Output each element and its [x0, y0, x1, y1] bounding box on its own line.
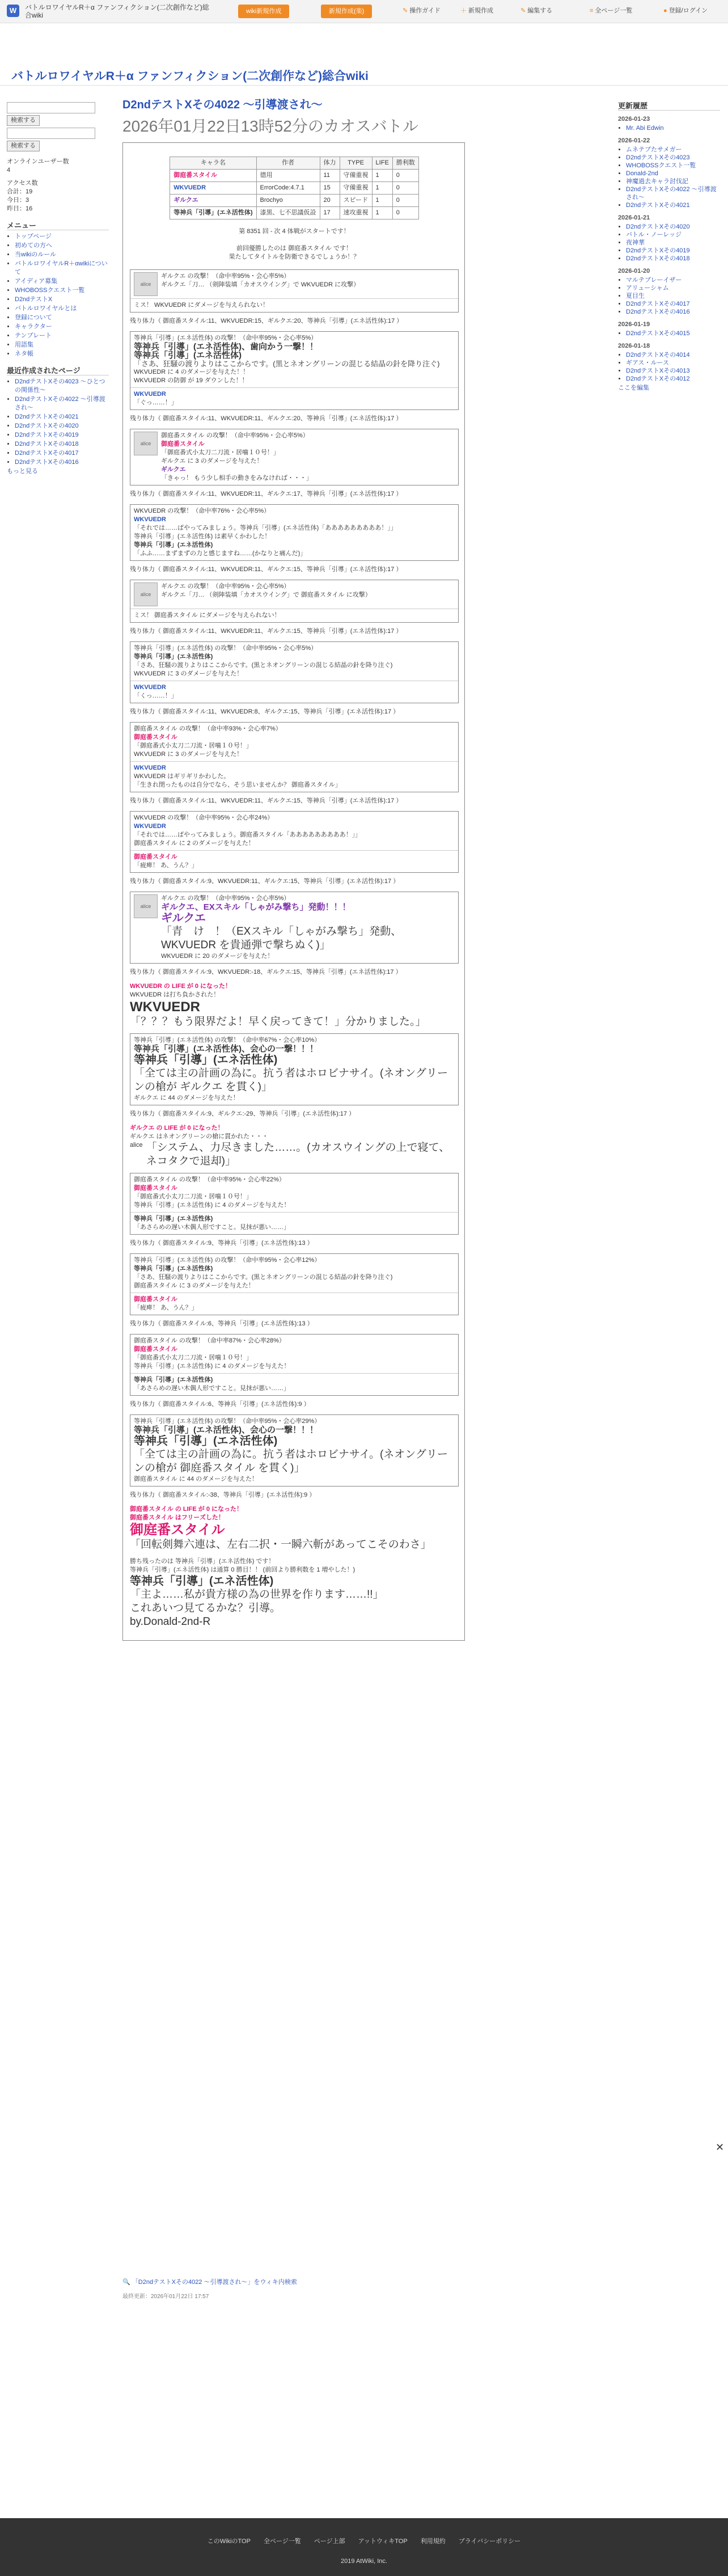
- online-label: オンラインユーザー数: [7, 158, 69, 165]
- footer-link[interactable]: このWikiのTOP: [207, 2538, 251, 2545]
- access-yesterday: 昨日：16: [7, 205, 33, 212]
- battle-start-notice: 第 8351 回 - 次 4 体戦がスタートです！ 前回優勝したのは 御庭番スタイル です！ 果たしてタイトルを防衛できるでしょうか！？: [228, 228, 360, 260]
- battle-log: [122, 142, 465, 1641]
- table-row: ギルクエ Brochyo 20 スピード 1 0: [170, 195, 419, 207]
- search-button[interactable]: 検索する: [7, 115, 40, 126]
- attack-box: alice ギルクエ の攻撃！（命中率95%・会心率5%） ギルクエ「刀… （剣陣装填「カオスウイング」で WKVUEDR に攻撃） ミス！ WKVUEDR にダメージを与えられない！: [130, 269, 459, 313]
- table-row: 等神兵「引導」(エネ活性体) 漆黒、七不思議仮設 17 速攻重視 1 0: [170, 207, 419, 219]
- page-title: D2ndテストXその4022 〜引導渡され〜: [122, 99, 323, 111]
- status-table: [170, 157, 419, 219]
- history-date: 2026-01-18: [618, 343, 650, 349]
- top-bar: [0, 0, 728, 23]
- menu-item[interactable]: • バトルロワイヤルR＋αwikiについて: [15, 260, 109, 277]
- history-item[interactable]: • Mr. Abi Edwin: [626, 124, 720, 132]
- wiki-search-link[interactable]: 🔍 「D2ndテストXその4022 〜引導渡され〜」をウィキ内検索: [122, 2279, 297, 2286]
- avatar: alice: [134, 894, 158, 918]
- history-item[interactable]: • D2ndテストXその4012: [626, 375, 720, 383]
- attack-box: 御庭番スタイル の攻撃！（命中率93%・会心率7%） 御庭番スタイル 「御庭番式小太刀二刀流・居噛１０号！」 WKVUEDR に 3 のダメージを与えた！ WKVUEDR WKVUEDR はギリギリかわした。 「生きれ閉ったものは自分でなら、そう思いませんか？ 御庭番スタイル」: [130, 722, 459, 792]
- history-item[interactable]: • バトル・ノーレッジ: [626, 231, 720, 239]
- table-header: TYPE: [340, 157, 372, 170]
- last-updated: 最終更新：2026年01月22日 17:57: [122, 2294, 209, 2300]
- attack-box: 等神兵「引導」(エネ活性体) の攻撃！（命中率95%・会心率5%） 等神兵「引導」(エネ活性体)、歯向かう一撃！！ 等神兵「引導」(エネ活性体) 「さあ、狂騒の渡りよりはここからです。(黒とネオングリーンの混じる結晶の針を降り注ぐ) WKVUEDR に 4 のダメージを与えた！！ WKVUEDR の防御 が 19 ダウンした！！ WKVUEDR 「ぐっ……！」: [130, 331, 459, 410]
- right-sidebar: [618, 102, 720, 392]
- attack-box: 等神兵「引導」(エネ活性体) の攻撃！（命中率95%・会心率12%） 等神兵「引導」(エネ活性体) 「さあ、狂騒の渡りよりはここからです。(黒とネオングリーンの混じる結晶の針を降り注ぐ) 御庭番スタイル に 3 のダメージを与えた！ 御庭番スタイル 「疲痺！ あ、うん？」: [130, 1253, 459, 1315]
- menu-item[interactable]: • WHOBOSSクエスト一覧: [15, 286, 109, 295]
- menu-item[interactable]: • ネタ帳: [15, 350, 109, 358]
- history-item[interactable]: • Donald-2nd: [626, 170, 720, 178]
- menu-item[interactable]: • D2ndテストX: [15, 295, 109, 304]
- attack-box: alice 御庭番スタイル の攻撃！（命中率95%・会心率5%） 御庭番スタイル 「御庭番式小太刀二刀流・居噛１０号！」 ギルクエ に 3 のダメージを与えた！ ギルクエ 「きゃっ！ もう少し相手の動きをみなければ・・・」: [130, 429, 459, 485]
- remaining-hp: 残り体力（ 御庭番スタイル:11、WKVUEDR:8、ギルクエ:15、等神兵「引導」(エネ活性体):17 ）: [130, 708, 400, 715]
- close-icon[interactable]: ✕: [716, 2142, 725, 2153]
- recent-item[interactable]: • D2ndテストXその4023 〜ひとつの関係性〜: [15, 378, 109, 395]
- history-item[interactable]: • アリューシャム: [626, 284, 720, 292]
- recent-item[interactable]: • D2ndテストXその4022 〜引導渡され〜: [15, 395, 109, 412]
- remaining-hp: 残り体力（ 御庭番スタイル:6、等神兵「引導」(エネ活性体):9 ）: [130, 1401, 310, 1408]
- remaining-hp: 残り体力（ 御庭番スタイル:9、ギルクエ:-29、等神兵「引導」(エネ活性体):17 ）: [130, 1110, 355, 1117]
- nav-all-pages[interactable]: ≡ 全ページ一覧: [590, 7, 633, 14]
- left-sidebar: [7, 102, 109, 476]
- search-button-2[interactable]: 検索する: [7, 141, 40, 151]
- site-footer: [0, 2518, 728, 2576]
- footer-link[interactable]: アットウィキTOP: [358, 2538, 408, 2545]
- remaining-hp: 残り体力（ 御庭番スタイル:11、WKVUEDR:11、ギルクエ:15、等神兵「引導」(エネ活性体):17 ）: [130, 628, 403, 635]
- remaining-hp: 残り体力（ 御庭番スタイル:11、WKVUEDR:11、ギルクエ:20、等神兵「引導」(エネ活性体):17 ）: [130, 415, 403, 422]
- edit-here-link[interactable]: ここを編集: [618, 385, 649, 391]
- access-total: 合計：19: [7, 188, 33, 195]
- attack-box: alice ギルクエ の攻撃！（命中率95%・会心率5%） ギルクエ「刀… （剣陣装填「カオスウイング」で 御庭番スタイル に攻撃） ミス！ 御庭番スタイル にダメージを与えられない！: [130, 580, 459, 623]
- history-item[interactable]: • マルテブレーイザー: [626, 276, 720, 284]
- attack-box: WKVUEDR の攻撃！（命中率76%・会心率5%） WKVUEDR 「それでは……ぱやってみましょう。等神兵「引導」(エネ活性体)「あああああああああ！」」 等神兵「引導」(エネ活性体) は素早くかわした！ 等神兵「引導」(エネ活性体) 「ふふ……まずまずの力と感じますね……(かなりと痛んだ)」: [130, 504, 459, 561]
- remaining-hp: 残り体力（ 御庭番スタイル:9、等神兵「引導」(エネ活性体):13 ）: [130, 1240, 314, 1247]
- footer-link[interactable]: ページ上部: [314, 2538, 345, 2545]
- recent-item[interactable]: • D2ndテストXその4017: [15, 449, 109, 458]
- nav-login[interactable]: ● 登録/ログイン: [663, 7, 708, 14]
- wiki-title[interactable]: バトルロワイヤルR＋α ファンフィクション(二次創作など)総合wiki: [11, 70, 369, 83]
- page-subtitle: 2026年01月22日13時52分のカオスバトル: [122, 117, 419, 135]
- menu-list: [7, 233, 109, 358]
- history-item[interactable]: • D2ndテストXその4014: [626, 351, 720, 359]
- history-item[interactable]: • D2ndテストXその4021: [626, 201, 720, 209]
- history-item[interactable]: • ムネテブたサメガー: [626, 146, 720, 154]
- history-item[interactable]: • 神魔過去キャラ討伐記: [626, 178, 720, 185]
- access-label: アクセス数: [7, 180, 38, 187]
- footer-link[interactable]: 全ページ一覧: [264, 2538, 301, 2545]
- menu-item[interactable]: • キャラクター: [15, 323, 109, 331]
- recent-item[interactable]: • D2ndテストXその4016: [15, 458, 109, 467]
- wiki-logo[interactable]: W: [7, 5, 19, 17]
- nav-guide[interactable]: ✎ 操作ガイド: [403, 7, 441, 14]
- avatar: alice: [134, 432, 158, 455]
- menu-item[interactable]: • 登録について: [15, 314, 109, 322]
- create-wiki-button[interactable]: wiki新規作成: [238, 5, 289, 18]
- plus-icon: ＋: [460, 7, 467, 14]
- table-header: キャラ名: [170, 157, 256, 170]
- table-header: 勝利数: [392, 157, 418, 170]
- history-date: 2026-01-22: [618, 137, 650, 144]
- attack-box: WKVUEDR の攻撃！（命中率95%・会心率24%） WKVUEDR 「それでは……ぱやってみましょう。御庭番スタイル「あああああああああ！」」 御庭番スタイル に 2 のダメージを与えた！ 御庭番スタイル 「疲痺！ あ、うん？」: [130, 811, 459, 873]
- attack-box: 等神兵「引導」(エネ活性体) の攻撃！（命中率67%・会心率10%） 等神兵「引導」(エネ活性体)、会心の一撃！！！ 等神兵「引導」(エネ活性体) 「全ては主の計画の為に。抗う者はホロビナサイ。(ネオングリーンの槍が ギルクエ を貫く)」 ギルクエ に 44 のダメージを与えた！: [130, 1033, 459, 1105]
- attack-box: 御庭番スタイル の攻撃！（命中率87%・会心率28%） 御庭番スタイル 「御庭番式小太刀二刀流・居噛１０号！」 等神兵「引導」(エネ活性体) に 4 のダメージを与えた！ 等神兵「引導」(エネ活性体) 「あさらめの遅い木偶人形ですこと。見抹が悪い……」: [130, 1334, 459, 1396]
- remaining-hp: 残り体力（ 御庭番スタイル:9、WKVUEDR:11、ギルクエ:15、等神兵「引導」(エネ活性体):17 ）: [130, 878, 400, 885]
- history-item[interactable]: • ギアス・ルース: [626, 359, 720, 367]
- more-recent-link[interactable]: もっと見る: [7, 468, 38, 475]
- history-item[interactable]: • D2ndテストXその4020: [626, 223, 720, 231]
- ko-block: ギルクエ の LIFE が 0 になった！ ギルクエ はネオングリーンの槍に貫かれた・・・ alice 「システム、力尽きました……。(カオスウイングの上で寝て、ネコタクで退却)」: [130, 1125, 450, 1167]
- copyright: 2019 AtWiki, Inc.: [341, 2558, 387, 2565]
- menu-title: メニュー: [7, 221, 109, 230]
- history-item[interactable]: • 夏目生: [626, 292, 720, 300]
- footer-link[interactable]: 利用規約: [420, 2538, 446, 2545]
- recent-item[interactable]: • D2ndテストXその4020: [15, 422, 109, 430]
- history-date: 2026-01-21: [618, 214, 650, 221]
- main-content: [122, 95, 610, 1641]
- user-icon: ●: [663, 7, 667, 14]
- history-item[interactable]: • D2ndテストXその4022 〜引導渡され〜: [626, 185, 720, 201]
- remaining-hp: 残り体力（ 御庭番スタイル:11、WKVUEDR:11、ギルクエ:15、等神兵「引導」(エネ活性体):17 ）: [130, 566, 403, 573]
- menu-item[interactable]: • 当wikiのルール: [15, 251, 109, 259]
- new-page-easy-button[interactable]: 新規作成(楽): [321, 5, 372, 18]
- menu-item[interactable]: • バトルロワイヤルとは: [15, 305, 109, 313]
- remaining-hp: 残り体力（ 御庭番スタイル:11、WKVUEDR:11、ギルクエ:15、等神兵「引導」(エネ活性体):17 ）: [130, 797, 403, 804]
- history-item[interactable]: • D2ndテストXその4023: [626, 154, 720, 162]
- menu-item[interactable]: • アイディア募集: [15, 277, 109, 286]
- history-item[interactable]: • WHOBOSSクエスト一覧: [626, 162, 720, 170]
- footer-link[interactable]: プライバシーポリシー: [458, 2538, 521, 2545]
- recent-pages-title: 最近作成されたページ: [7, 366, 109, 375]
- search-icon: 🔍: [122, 2279, 132, 2286]
- recent-item[interactable]: • D2ndテストXその4019: [15, 431, 109, 440]
- menu-item[interactable]: • テンプレート: [15, 332, 109, 340]
- guide-icon: ✎: [403, 7, 408, 14]
- recent-pages-list: [7, 378, 109, 467]
- table-header: LIFE: [372, 157, 392, 170]
- history-item[interactable]: • 夜神華: [626, 239, 720, 247]
- winner-block: 勝ち残ったのは 等神兵「引導」(エネ活性体) です！ 等神兵「引導」(エネ活性体) は通算 0 勝目！！ (前回より勝利数を 1 増やした！) 等神兵「引導」(エネ活性体) 「主よ……私が貴方様の為の世界を作ります……!!」 これあいつ見てるかな？引導。 by.Donald-2nd-R: [130, 1558, 384, 1628]
- access-today: 今日：3: [7, 197, 29, 204]
- attack-box: 等神兵「引導」(エネ活性体) の攻撃！（命中率95%・会心率29%） 等神兵「引導」(エネ活性体)、会心の一撃！！！ 等神兵「引導」(エネ活性体) 「全ては主の計画の為に。抗う者はホロビナサイ。(ネオングリーンの槍が 御庭番スタイル を貫く)」 御庭番スタイル に 44 のダメージを与えた！: [130, 1414, 459, 1487]
- history-item[interactable]: • D2ndテストXその4019: [626, 247, 720, 255]
- remaining-hp: 残り体力（ 御庭番スタイル:6、等神兵「引導」(エネ活性体):13 ）: [130, 1320, 314, 1327]
- history-item[interactable]: • D2ndテストXその4017: [626, 300, 720, 308]
- ko-block: 御庭番スタイル の LIFE が 0 になった！ 御庭番スタイル はフリーズした！ 御庭番スタイル 「回転剣舞六連は、左右二択・一瞬六斬があってこそのわさ」: [130, 1506, 431, 1551]
- remaining-hp: 残り体力（ 御庭番スタイル:11、WKVUEDR:15、ギルクエ:20、等神兵「引導」(エネ活性体):17 ）: [130, 318, 403, 324]
- remaining-hp: 残り体力（ 御庭番スタイル:9、WKVUEDR:-18、ギルクエ:15、等神兵「引導」(エネ活性体):17 ）: [130, 969, 402, 975]
- remaining-hp: 残り体力（ 御庭番スタイル:11、WKVUEDR:11、ギルクエ:17、等神兵「引導」(エネ活性体):17 ）: [130, 491, 403, 497]
- history-date: 2026-01-19: [618, 321, 650, 328]
- nav-edit[interactable]: ✎ 編集する: [520, 7, 553, 14]
- avatar: alice: [134, 272, 158, 296]
- history-item[interactable]: • D2ndテストXその4018: [626, 255, 720, 263]
- history-item[interactable]: • D2ndテストXその4013: [626, 367, 720, 375]
- table-row: WKVUEDR ErrorCode:4.7.1 15 守備重視 1 0: [170, 182, 419, 195]
- menu-item[interactable]: • 初めての方へ: [15, 242, 109, 250]
- history-date: 2026-01-23: [618, 116, 650, 123]
- remaining-hp: 残り体力（ 御庭番スタイル:-38、等神兵「引導」(エネ活性体):9 ）: [130, 1492, 316, 1498]
- search-input[interactable]: [7, 102, 95, 113]
- history-date: 2026-01-20: [618, 268, 650, 275]
- table-row: 御庭番スタイル 德用 11 守備重視 1 0: [170, 170, 419, 182]
- menu-item[interactable]: • 用語集: [15, 341, 109, 349]
- search-input-2[interactable]: [7, 128, 95, 139]
- ko-block: WKVUEDR の LIFE が 0 になった！ WKVUEDR は打ち負かされた！ WKVUEDR 「？？？もう限界だよ！早く戻ってきて！」分かりました。」: [130, 983, 426, 1028]
- recent-item[interactable]: • D2ndテストXその4021: [15, 413, 109, 421]
- table-header: 体力: [320, 157, 340, 170]
- recent-item[interactable]: • D2ndテストXその4018: [15, 440, 109, 449]
- table-header: 作者: [256, 157, 320, 170]
- history-title: 更新履歴: [618, 102, 720, 111]
- avatar: alice: [134, 582, 158, 606]
- nav-new[interactable]: ＋ 新規作成: [460, 7, 493, 14]
- list-icon: ≡: [590, 7, 594, 14]
- attack-box: 等神兵「引導」(エネ活性体) の攻撃！（命中率95%・会心率5%） 等神兵「引導」(エネ活性体) 「さあ、狂騒の渡りよりはここからです。(黒とネオングリーンの混じる結晶の針を降り注ぐ) WKVUEDR に 3 のダメージを与えた！ WKVUEDR 「くっ……！」: [130, 641, 459, 703]
- menu-item[interactable]: • トップページ: [15, 233, 109, 241]
- attack-box: 御庭番スタイル の攻撃！（命中率95%・会心率22%） 御庭番スタイル 「御庭番式小太刀二刀流・居噛１０号！」 等神兵「引導」(エネ活性体) に 4 のダメージを与えた！ 等神兵「引導」(エネ活性体) 「あさらめの遅い木偶人形ですこと。見抹が悪い……」: [130, 1173, 459, 1235]
- title-divider: [0, 85, 728, 86]
- pencil-icon: ✎: [520, 7, 526, 14]
- avatar: alice: [130, 1142, 143, 1148]
- attack-box: alice ギルクエ の攻撃！（命中率95%・会心率5%） ギルクエ、EXスキル「しゃがみ撃ち」発動！！！ ギルクエ 「青 け ！（EXスキル「しゃがみ撃ち」発動、WKVUEDR を貴通弾で撃ちぬく)」 WKVUEDR に 20 のダメージを与えた！: [130, 892, 459, 964]
- online-count: 4: [7, 167, 11, 174]
- history-item[interactable]: • D2ndテストXその4015: [626, 330, 720, 337]
- site-title-link[interactable]: バトルロワイヤルR＋α ファンフィクション(二次創作など)総合wiki: [25, 3, 209, 19]
- history-item[interactable]: • D2ndテストXその4016: [626, 308, 720, 316]
